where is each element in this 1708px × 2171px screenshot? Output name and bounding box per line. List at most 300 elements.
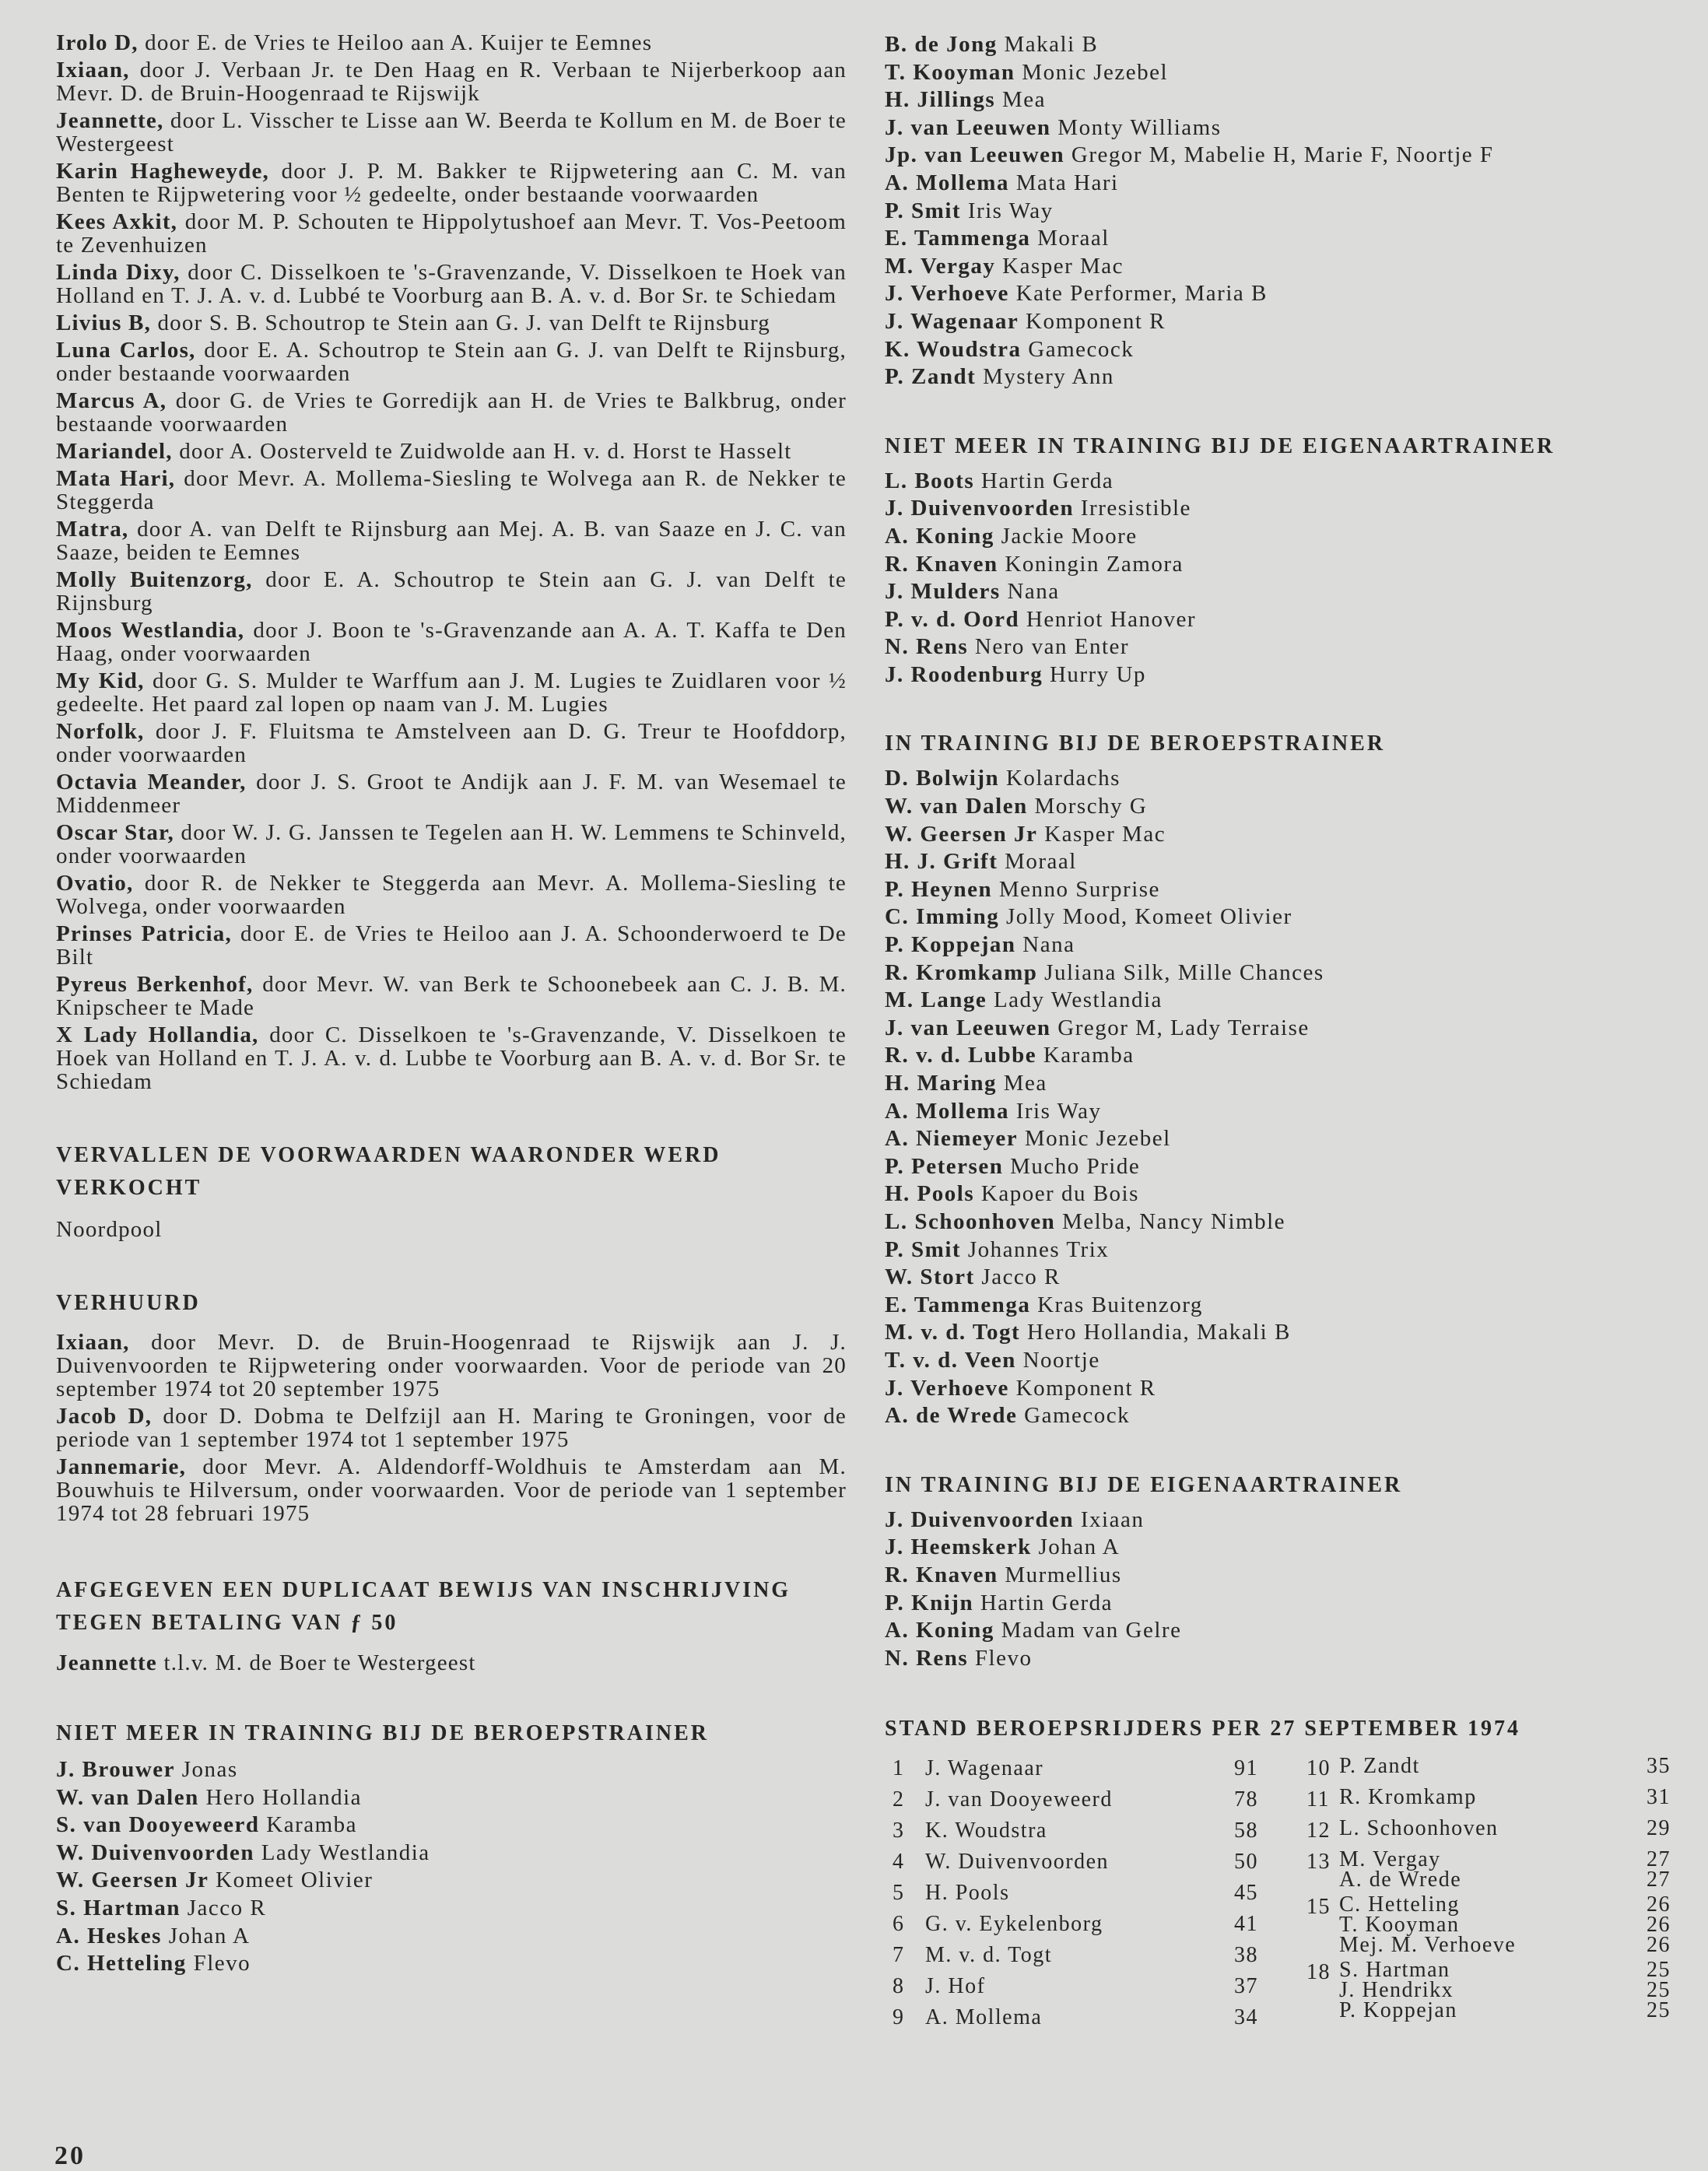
horse-name: Octavia Meander, [56, 770, 247, 794]
trainer-name: R. Knaven [885, 1562, 998, 1587]
trainer-name: P. Koppejan [885, 932, 1016, 958]
standing-row [1299, 1933, 1671, 1958]
horse-name: Prinses Patricia, [56, 921, 232, 946]
niet-beroeps-list [56, 1756, 847, 1978]
list-item [885, 1590, 1663, 1618]
list-item [885, 1562, 1663, 1590]
horse-names: Komponent R [1026, 308, 1166, 334]
transfer-entry [56, 338, 847, 385]
horse-names: Morschy G [1034, 794, 1148, 819]
list-item [56, 1840, 847, 1868]
standing-points: 45 [1234, 1881, 1258, 1906]
trainer-name: W. Geersen Jr [56, 1868, 209, 1893]
list-item [885, 1070, 1663, 1098]
trainer-name: R. v. d. Lubbe [885, 1043, 1037, 1068]
standing-name: J. van Dooyeweerd [925, 1787, 1113, 1812]
trainer-name: M. Lange [885, 987, 987, 1013]
standing-rank: 18 [1306, 1960, 1331, 1985]
entry-text: door L. Visscher te Lisse aan W. Beerda te Kollum en M. de Boer te Westergeest [56, 108, 847, 156]
trainer-name: A. Niemeyer [885, 1126, 1019, 1152]
trainer-name: E. Tammenga [885, 226, 1031, 251]
trainer-name: A. Heskes [56, 1923, 162, 1948]
horse-names: Hurry Up [1049, 661, 1146, 687]
trainer-name: P. v. d. Oord [885, 606, 1020, 632]
horse-names: Kras Buitenzorg [1037, 1292, 1203, 1317]
standings-heading: STAND BEROEPSRIJDERS PER 27 SEPTEMBER 1974 [885, 1717, 1521, 1741]
standing-group [1299, 1960, 1671, 2021]
trainer-name: R. Kromkamp [885, 959, 1038, 985]
trainer-name: P. Heynen [885, 876, 993, 902]
horse-names: Mea [1001, 87, 1046, 113]
horse-name: Jeannette, [56, 108, 164, 133]
standing-points: 50 [1234, 1850, 1258, 1875]
transfer-entry [56, 619, 847, 665]
horse-name: Irolo D, [56, 30, 139, 55]
standing-rank: 9 [893, 2005, 905, 2030]
horse-name: Luna Carlos, [56, 338, 196, 363]
entry-text: door E. de Vries te Heiloo aan A. Kuijer te Eemnes [138, 30, 653, 55]
standing-points: 26 [1647, 1892, 1671, 1917]
entry-text: door A. Oosterveld te Zuidwolde aan H. v. d. Horst te Hasselt [172, 439, 792, 464]
list-item [885, 903, 1663, 931]
horse-names: Makali B [1004, 32, 1099, 57]
duplicaat-horse: Jeannette [56, 1650, 157, 1675]
standing-row [885, 1974, 1258, 2005]
horse-names: Noortje [1022, 1347, 1100, 1373]
horse-names: Kasper Mac [1044, 821, 1166, 847]
list-item [885, 308, 1663, 336]
horse-names: Ixiaan [1080, 1506, 1145, 1532]
standing-name: J. Wagenaar [925, 1756, 1044, 1781]
trainer-name: Jp. van Leeuwen [885, 142, 1065, 168]
horse-names: Jackie Moore [1001, 523, 1138, 549]
list-item [885, 821, 1663, 849]
standing-rank: 1 [893, 1756, 905, 1781]
entry-text: door J. S. Groot te Andijk aan J. F. M. van Wesemael te Middenmeer [56, 770, 847, 818]
list-item [885, 1292, 1663, 1320]
standing-row [885, 1912, 1258, 1943]
standing-points: 29 [1647, 1816, 1671, 1841]
entry-text: door G. S. Mulder te Warffum aan J. M. Lugies te Zuidlaren voor ½ gedeelte. Het paard zal lopen op naam van J. M. Lugies [56, 668, 847, 717]
entry-text: door G. de Vries te Gorredijk aan H. de Vries te Balkbrug, onder bestaande voorwaarden [56, 388, 847, 437]
horse-names: Johan A [1038, 1534, 1121, 1560]
list-item [885, 280, 1663, 308]
list-item [56, 1784, 847, 1812]
list-item [885, 363, 1663, 391]
standing-rank: 11 [1306, 1787, 1330, 1812]
entry-text: door Mevr. A. Mollema-Siesling te Wolvega aan R. de Nekker te Steggerda [56, 466, 847, 514]
standing-points: 27 [1647, 1868, 1671, 1892]
transfer-entry [56, 58, 847, 105]
standing-points: 41 [1234, 1912, 1258, 1937]
list-item [885, 551, 1663, 579]
standing-points: 35 [1647, 1754, 1671, 1779]
right-column [885, 31, 1671, 2036]
standing-row [885, 1850, 1258, 1881]
horse-names: Gamecock [1028, 336, 1135, 362]
horse-names: Mea [1003, 1071, 1047, 1096]
entry-text: door Mevr. A. Aldendorff-Woldhuis te Amsterdam aan M. Bouwhuis te Hilversum, onder voorwaarden. Voor de periode van 1 september 1974 tot 28 februari 1975 [56, 1454, 847, 1526]
entry-text: door J. P. M. Bakker te Rijpwetering aan C. M. van Benten te Rijpwetering voor ½ gedeelte, onder bestaande voorwaarden [56, 159, 847, 207]
horse-names: Komeet Olivier [216, 1868, 374, 1893]
list-item [885, 765, 1663, 793]
trainer-name: A. de Wrede [885, 1403, 1018, 1429]
trainer-name: S. Hartman [56, 1895, 181, 1920]
entry-text: door S. B. Schoutrop te Stein aan G. J. van Delft te Rijnsburg [151, 310, 770, 335]
vervallen-item: Noordpool [56, 1217, 163, 1242]
list-item [56, 1867, 847, 1895]
horse-names: Kolardachs [1005, 766, 1121, 791]
standing-name: Mej. M. Verhoeve [1339, 1933, 1517, 1958]
list-item [885, 1347, 1663, 1375]
horse-names: Flevo [193, 1951, 251, 1976]
standing-rank: 13 [1306, 1850, 1331, 1875]
standing-name: M. v. d. Togt [925, 1943, 1052, 1968]
trainer-name: N. Rens [885, 634, 969, 660]
standing-name: P. Koppejan [1339, 1998, 1457, 2023]
standing-group [1299, 1787, 1671, 1814]
list-item [885, 170, 1663, 198]
trainer-name: M. Vergay [885, 253, 996, 279]
horse-name: Oscar Star, [56, 820, 174, 845]
standing-rank: 2 [893, 1787, 905, 1812]
niet-eigenaar-list [885, 468, 1663, 689]
horse-name: Mariandel, [56, 439, 173, 464]
horse-names: Monic Jezebel [1022, 59, 1169, 85]
list-item [885, 1125, 1663, 1153]
trainer-name: J. van Leeuwen [885, 1015, 1051, 1040]
standing-points: 38 [1234, 1943, 1258, 1968]
standing-row [885, 1943, 1258, 1974]
trainer-name: D. Bolwijn [885, 766, 1000, 791]
duplicaat-heading: AFGEGEVEN EEN DUPLICAAT BEWIJS VAN INSCHRIJVING TEGEN BETALING VAN ƒ 50 [56, 1578, 791, 1635]
standing-name: P. Zandt [1339, 1754, 1420, 1779]
entry-text: door J. Verbaan Jr. te Den Haag en R. Verbaan te Nijerberkoop aan Mevr. D. de Bruin-Hoogenraad te Rijswijk [56, 58, 847, 106]
horse-names: Menno Surprise [998, 876, 1160, 902]
list-item [885, 1264, 1663, 1292]
standing-row [1299, 1870, 1671, 1890]
horse-names: Jacco R [981, 1264, 1061, 1290]
list-item [885, 1153, 1663, 1181]
transfer-entry [56, 31, 847, 54]
trainer-name: J. Wagenaar [885, 308, 1019, 334]
horse-names: Lady Westlandia [261, 1840, 430, 1865]
trainer-name: W. Stort [885, 1264, 975, 1290]
list-item [885, 86, 1663, 114]
trainer-name: A. Koning [885, 1618, 994, 1643]
standing-group [1299, 1847, 1671, 1892]
standings-right [1299, 1756, 1671, 2025]
horse-name: Ovatio, [56, 871, 134, 896]
horse-name: Jacob D, [56, 1404, 153, 1429]
list-item [885, 1534, 1663, 1562]
standing-row [885, 1787, 1258, 1819]
trainer-name: W. van Dalen [885, 794, 1028, 819]
trainer-name: C. Imming [885, 904, 1000, 930]
list-item [885, 31, 1663, 59]
horse-names: Flevo [974, 1645, 1033, 1671]
horse-names: Hartin Gerda [980, 1590, 1114, 1615]
trainer-name: T. Kooyman [885, 59, 1015, 85]
horse-names: Koningin Zamora [1005, 551, 1184, 577]
transfer-entry [56, 568, 847, 615]
transfer-entry [56, 720, 847, 766]
list-item [885, 114, 1663, 142]
list-item [885, 1402, 1663, 1430]
standing-rank: 12 [1306, 1819, 1331, 1843]
list-item [56, 1895, 847, 1923]
trainer-name: J. Brouwer [56, 1757, 176, 1782]
transfer-entry [56, 872, 847, 918]
horse-names: Kate Performer, Maria B [1015, 281, 1268, 307]
in-beroeps-list [885, 765, 1663, 1429]
horse-names: Jonas [181, 1757, 238, 1782]
standing-row [885, 1819, 1258, 1850]
list-item [885, 1506, 1663, 1534]
horse-names: Gamecock [1024, 1403, 1131, 1429]
left-column [56, 31, 847, 1978]
standing-points: 27 [1647, 1847, 1671, 1872]
trainer-name: J. Verhoeve [885, 281, 1009, 307]
standing-points: 25 [1647, 1958, 1671, 1983]
horse-names: Mucho Pride [1010, 1153, 1141, 1179]
horse-name: Matra, [56, 517, 129, 542]
niet-beroeps-heading: NIET MEER IN TRAINING BIJ DE BEROEPSTRAINER [56, 1721, 710, 1745]
horse-names: Hartin Gerda [980, 468, 1114, 493]
horse-name: Kees Axkit, [56, 209, 178, 234]
list-item [885, 959, 1663, 987]
horse-name: Moos Westlandia, [56, 618, 245, 643]
horse-names: Mata Hari [1015, 170, 1119, 195]
list-item [885, 495, 1663, 523]
transfer-entry [56, 821, 847, 868]
horse-names: Gregor M, Mabelie H, Marie F, Noortje F [1071, 142, 1494, 168]
horse-name: Marcus A, [56, 388, 167, 413]
horse-names: Johannes Trix [967, 1236, 1110, 1262]
horse-names: Hero Hollandia [205, 1784, 363, 1810]
horse-name: X Lady Hollandia, [56, 1022, 259, 1047]
list-item [885, 578, 1663, 606]
standing-points: 31 [1647, 1785, 1671, 1810]
list-item [885, 523, 1663, 551]
horse-names: Nana [1007, 579, 1060, 605]
page-number: 20 [54, 2141, 86, 2170]
transfers-section [56, 31, 847, 1093]
horse-names: Monty Williams [1057, 114, 1222, 140]
standing-group [1299, 1892, 1671, 1958]
transfer-entry [56, 1023, 847, 1093]
standing-row [885, 1881, 1258, 1912]
standing-rank: 15 [1306, 1895, 1331, 1920]
transfer-entry [56, 922, 847, 969]
standing-rank: 6 [893, 1912, 905, 1937]
standing-name: T. Kooyman [1339, 1913, 1460, 1938]
list-item [885, 142, 1663, 170]
standing-row [1299, 1754, 1671, 1779]
trainer-name: P. Knijn [885, 1590, 974, 1615]
trainer-name: L. Schoonhoven [885, 1208, 1056, 1234]
horse-name: Jannemarie, [56, 1454, 187, 1479]
list-item [885, 1208, 1663, 1236]
horse-name: Mata Hari, [56, 466, 176, 491]
transfer-entry [56, 770, 847, 817]
trainer-name: H. Maring [885, 1071, 997, 1096]
verhuurd-entry [56, 1455, 847, 1525]
trainer-name: N. Rens [885, 1645, 969, 1671]
horse-names: Nero van Enter [974, 634, 1130, 660]
standing-name: L. Schoonhoven [1339, 1816, 1499, 1841]
entry-text: door E. de Vries te Heiloo aan J. A. Schoonderwoerd te De Bilt [56, 921, 847, 970]
trainer-name: J. Verhoeve [885, 1375, 1009, 1401]
transfer-entry [56, 973, 847, 1019]
horse-name: Pyreus Berkenhof, [56, 972, 254, 997]
entry-text: door D. Dobma te Delfzijl aan H. Maring te Groningen, voor de periode van 1 september 1974 tot 1 september 1975 [56, 1404, 847, 1452]
standing-points: 78 [1234, 1787, 1258, 1812]
entry-text: door E. A. Schoutrop te Stein aan G. J. van Delft te Rijnsburg [56, 567, 847, 616]
trainer-name: B. de Jong [885, 32, 998, 57]
standing-points: 91 [1234, 1756, 1258, 1781]
in-beroeps-heading: IN TRAINING BIJ DE BEROEPSTRAINER [885, 731, 1386, 756]
list-item [885, 253, 1663, 281]
in-eigenaar-list [885, 1506, 1663, 1673]
horse-names: Karamba [1043, 1043, 1135, 1068]
vervallen-heading: VERVALLEN DE VOORWAARDEN WAARONDER WERD VERKOCHT [56, 1143, 721, 1200]
standing-points: 58 [1234, 1819, 1258, 1843]
trainer-name: H. J. Grift [885, 849, 998, 875]
trainer-name: T. v. d. Veen [885, 1347, 1016, 1373]
transfer-entry [56, 440, 847, 463]
horse-names: Gregor M, Lady Terraise [1057, 1015, 1310, 1040]
horse-names: Karamba [266, 1812, 358, 1838]
list-item [885, 1319, 1663, 1347]
trainer-name: A. Mollema [885, 170, 1009, 195]
standing-row [1299, 1998, 1671, 2023]
verhuurd-entry [56, 1331, 847, 1401]
horse-names: Kasper Mac [1002, 253, 1124, 279]
list-item [885, 633, 1663, 661]
standing-points: 34 [1234, 2005, 1258, 2030]
standing-name: J. Hof [925, 1974, 986, 1999]
trainer-name: J. Roodenburg [885, 661, 1043, 687]
niet-eigenaar-heading: NIET MEER IN TRAINING BIJ DE EIGENAARTRAINER [885, 433, 1555, 458]
horse-names: Irresistible [1080, 496, 1191, 521]
entry-text: door A. van Delft te Rijnsburg aan Mej. A. B. van Saaze en J. C. van Saaze, beiden te Eemnes [56, 517, 847, 565]
verhuurd-entry [56, 1405, 847, 1451]
standings-left [885, 1756, 1258, 2036]
entry-text: door J. Boon te 's-Gravenzande aan A. A. T. Kaffa te Den Haag, onder voorwaarden [56, 618, 847, 666]
entry-text: door J. F. Fluitsma te Amstelveen aan D. G. Treur te Hoofddorp, onder voorwaarden [56, 719, 847, 767]
standing-group [1299, 1816, 1671, 1845]
list-item [885, 225, 1663, 253]
list-item [885, 661, 1663, 689]
transfer-entry [56, 311, 847, 335]
standing-points: 26 [1647, 1913, 1671, 1938]
trainer-name: R. Knaven [885, 551, 998, 577]
standing-name: A. de Wrede [1339, 1868, 1462, 1892]
trainer-name: W. van Dalen [56, 1784, 199, 1810]
trainer-name: A. Koning [885, 523, 994, 549]
transfer-entry [56, 160, 847, 206]
entry-text: door C. Disselkoen te 's-Gravenzande, V. Disselkoen te Hoek van Holland en T. J. A. v. d. Lubbe te Voorburg aan B. A. v. d. Bor Sr. te Schiedam [56, 1022, 847, 1094]
horse-names: Mystery Ann [983, 364, 1114, 390]
standing-row [1299, 1787, 1671, 1808]
transfer-entry [56, 669, 847, 716]
standing-rank: 10 [1306, 1756, 1331, 1781]
trainer-name: P. Smit [885, 198, 962, 223]
horse-names: Komponent R [1015, 1375, 1156, 1401]
trainer-name: K. Woudstra [885, 336, 1022, 362]
standing-rank: 4 [893, 1850, 905, 1875]
standing-name: W. Duivenvoorden [925, 1850, 1110, 1875]
trainer-name: E. Tammenga [885, 1292, 1031, 1317]
transfer-entry [56, 467, 847, 514]
standing-name: J. Hendrikx [1339, 1978, 1454, 2003]
standing-rank: 5 [893, 1881, 905, 1906]
standings-table [885, 1756, 1671, 2036]
horse-name: Ixiaan, [56, 1330, 130, 1355]
horse-names: Jolly Mood, Komeet Olivier [1005, 904, 1292, 930]
in-eigenaar-heading: IN TRAINING BIJ DE EIGENAARTRAINER [885, 1472, 1403, 1497]
standing-row [885, 2005, 1258, 2036]
horse-name: Molly Buitenzorg, [56, 567, 253, 592]
horse-names: Iris Way [967, 198, 1054, 223]
standing-group [1299, 1756, 1671, 1783]
list-item [885, 1375, 1663, 1403]
trainer-name: J. Duivenvoorden [885, 496, 1075, 521]
trainer-name: W. Duivenvoorden [56, 1840, 254, 1865]
list-item [56, 1812, 847, 1840]
standing-rank: 3 [893, 1819, 905, 1843]
standing-name: K. Woudstra [925, 1819, 1047, 1843]
list-item [885, 1098, 1663, 1126]
list-item [885, 848, 1663, 876]
standing-row [1299, 1816, 1671, 1841]
list-item [885, 1015, 1663, 1043]
list-item [56, 1923, 847, 1951]
standing-rank: 8 [893, 1974, 905, 1999]
top-trainer-list [885, 31, 1663, 391]
trainer-name: J. van Leeuwen [885, 114, 1051, 140]
standing-points: 37 [1234, 1974, 1258, 1999]
list-item [885, 198, 1663, 226]
duplicaat-item [56, 1649, 847, 1677]
standing-points: 25 [1647, 1978, 1671, 2003]
verhuurd-section [56, 1331, 847, 1525]
trainer-name: P. Zandt [885, 364, 977, 390]
trainer-name: J. Duivenvoorden [885, 1506, 1075, 1532]
horse-names: Lady Westlandia [993, 987, 1163, 1013]
horse-names: Murmellius [1005, 1562, 1122, 1587]
trainer-name: J. Mulders [885, 579, 1001, 605]
list-item [56, 1950, 847, 1978]
horse-names: Henriot Hanover [1026, 606, 1197, 632]
entry-text: door W. J. G. Janssen te Tegelen aan H. W. Lemmens te Schinveld, onder voorwaarden [56, 820, 847, 868]
trainer-name: M. v. d. Togt [885, 1320, 1021, 1345]
horse-names: Jacco R [187, 1895, 267, 1920]
entry-text: door Mevr. W. van Berk te Schoonebeek aan C. J. B. M. Knipscheer te Made [56, 972, 847, 1020]
transfer-entry [56, 389, 847, 436]
list-item [885, 793, 1663, 821]
horse-name: Livius B, [56, 310, 152, 335]
horse-names: Kapoer du Bois [980, 1181, 1139, 1207]
horse-names: Moraal [1005, 849, 1077, 875]
list-item [885, 606, 1663, 634]
entry-text: door R. de Nekker te Steggerda aan Mevr. A. Mollema-Siesling te Wolvega, onder voorwaarden [56, 871, 847, 919]
list-item [885, 59, 1663, 87]
standing-points: 25 [1647, 1998, 1671, 2023]
list-item [885, 468, 1663, 496]
transfer-entry [56, 210, 847, 257]
